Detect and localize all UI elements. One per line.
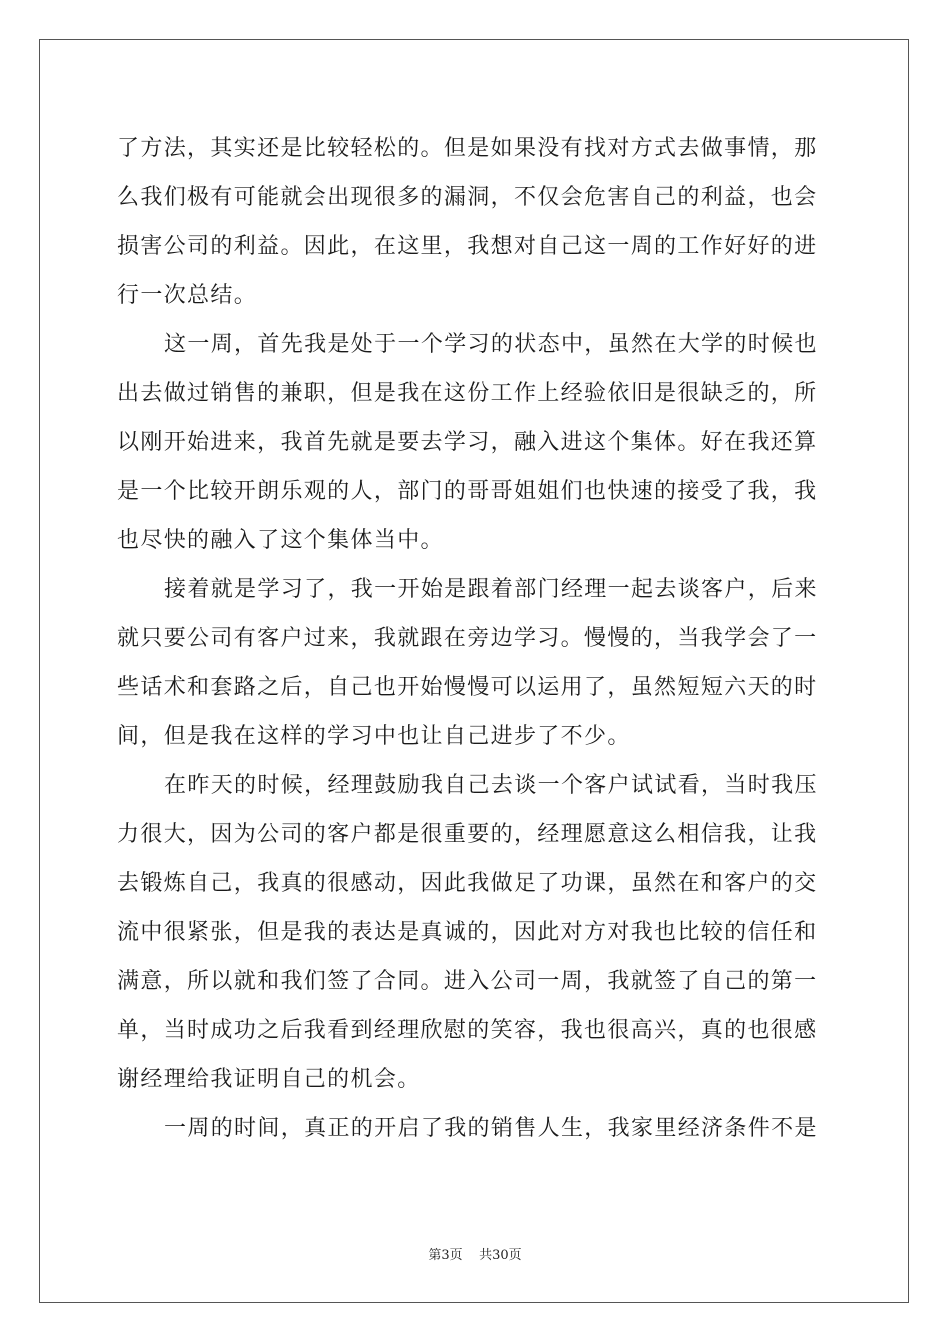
text-line: 是一个比较开朗乐观的人，部门的哥哥姐姐们也快速的接受了我，我 [117, 479, 818, 504]
text-line: 这一周，首先我是处于一个学习的状态中，虽然在大学的时候也 [164, 332, 818, 357]
text-line: 以刚开始进来，我首先就是要去学习，融入进这个集体。好在我还算 [117, 430, 818, 455]
text-line: 去锻炼自己，我真的很感动，因此我做足了功课，虽然在和客户的交 [117, 871, 818, 896]
text-line: 么我们极有可能就会出现很多的漏洞，不仅会危害自己的利益，也会 [117, 185, 818, 210]
text-line: 也尽快的融入了这个集体当中。 [117, 528, 444, 553]
text-line: 接着就是学习了，我一开始是跟着部门经理一起去谈客户，后来 [164, 577, 818, 602]
page-number: 第3页 [428, 1248, 463, 1263]
text-line: 损害公司的利益。因此，在这里，我想对自己这一周的工作好好的进 [117, 234, 818, 259]
text-line: 在昨天的时候，经理鼓励我自己去谈一个客户试试看，当时我压 [164, 773, 818, 798]
text-line: 力很大，因为公司的客户都是很重要的，经理愿意这么相信我，让我 [117, 822, 818, 847]
text-line: 出去做过销售的兼职，但是我在这份工作上经验依旧是很缺乏的，所 [117, 381, 818, 406]
text-line: 些话术和套路之后，自己也开始慢慢可以运用了，虽然短短六天的时 [117, 675, 818, 700]
text-line: 间，但是我在这样的学习中也让自己进步了不少。 [117, 724, 631, 749]
text-line: 单，当时成功之后我看到经理欣慰的笑容，我也很高兴，真的也很感 [117, 1018, 818, 1043]
text-line: 谢经理给我证明自己的机会。 [117, 1067, 421, 1092]
text-line: 满意，所以就和我们签了合同。进入公司一周，我就签了自己的第一 [117, 969, 818, 994]
page-footer [0, 1247, 950, 1265]
text-line: 行一次总结。 [117, 283, 258, 308]
text-line: 了方法，其实还是比较轻松的。但是如果没有找对方式去做事情，那 [117, 136, 818, 161]
document-body [117, 124, 837, 1153]
text-line: 一周的时间，真正的开启了我的销售人生，我家里经济条件不是 [164, 1116, 818, 1141]
text-line: 就只要公司有客户过来，我就跟在旁边学习。慢慢的，当我学会了一 [117, 626, 818, 651]
text-line: 流中很紧张，但是我的表达是真诚的，因此对方对我也比较的信任和 [117, 920, 818, 945]
page-total: 共30页 [479, 1248, 522, 1263]
